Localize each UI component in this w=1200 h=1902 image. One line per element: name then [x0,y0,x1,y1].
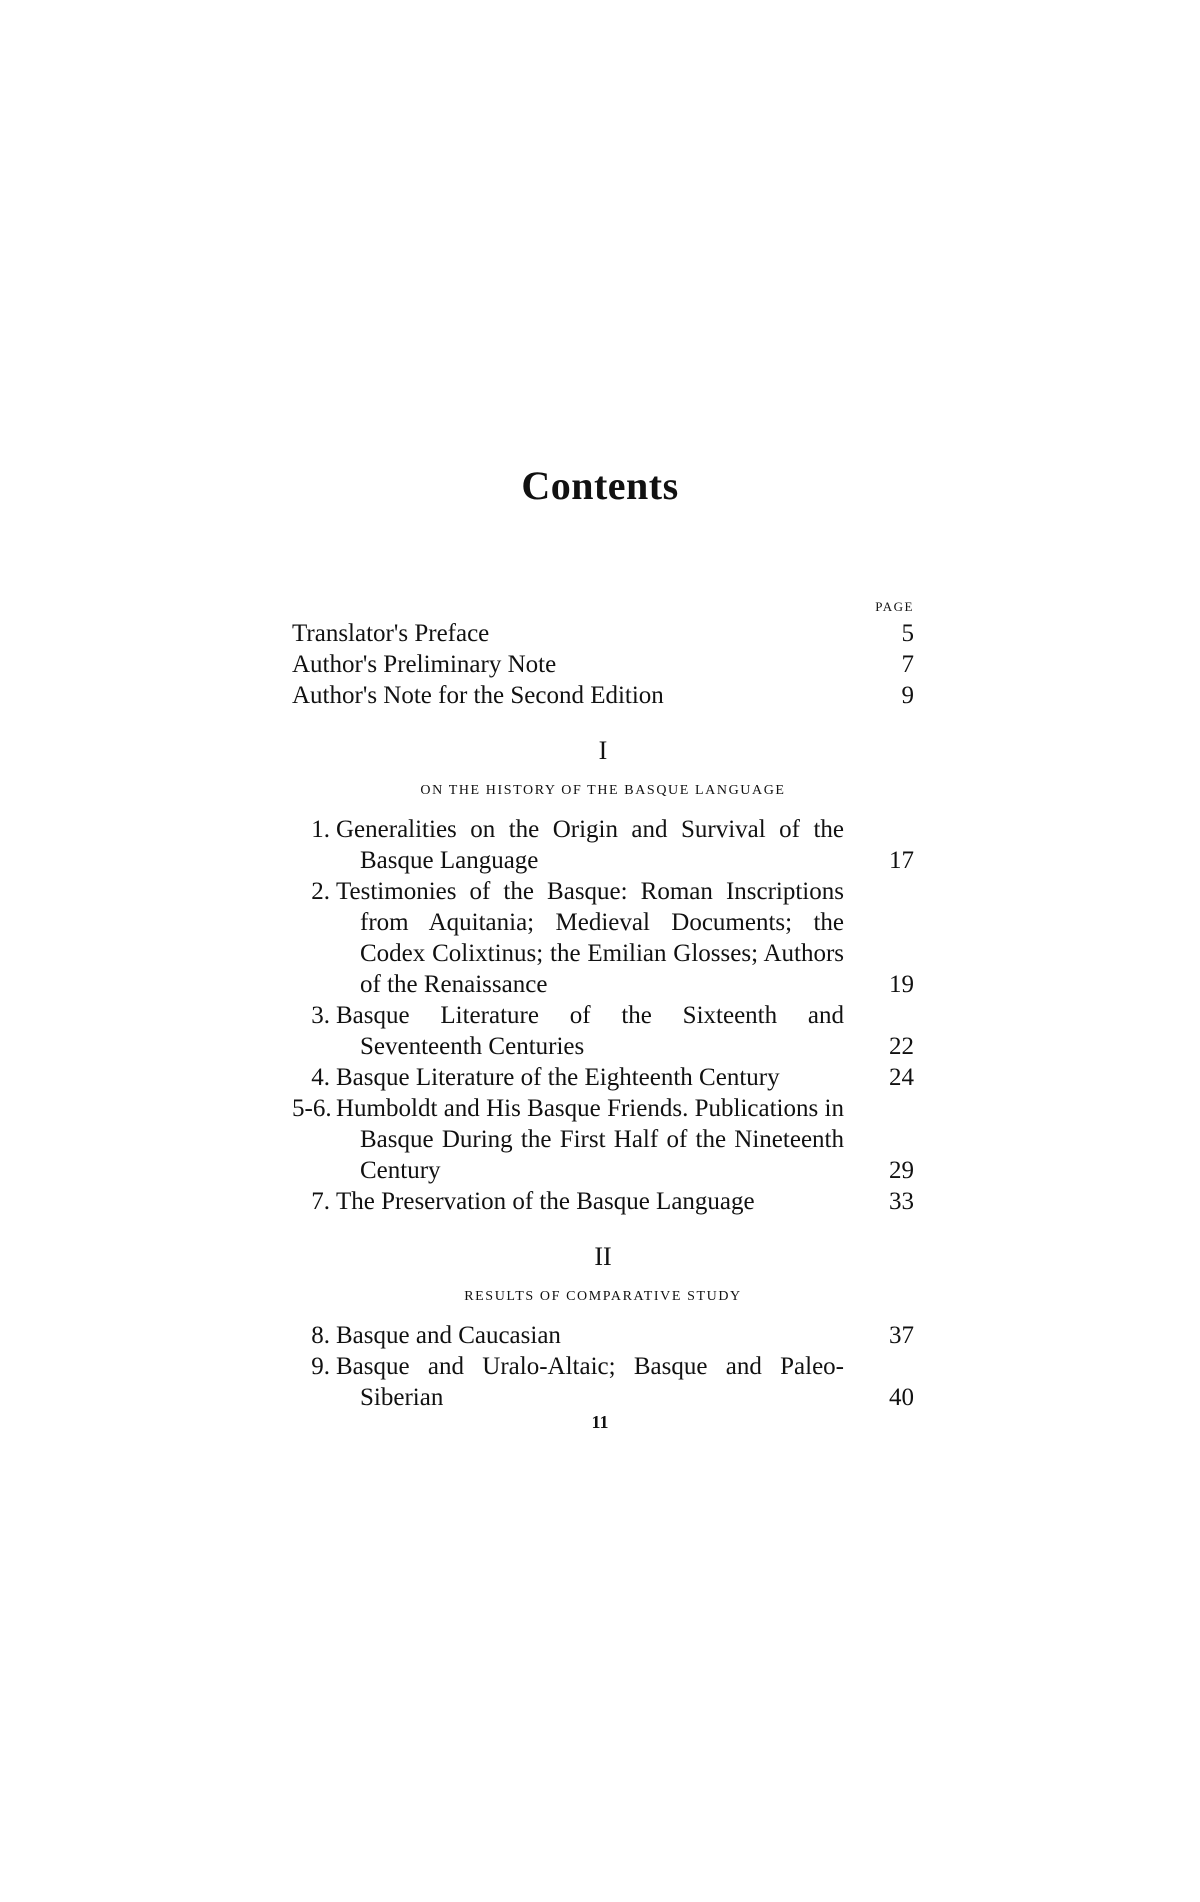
part-title: RESULTS OF COMPARATIVE STUDY [464,1289,742,1304]
entry-number: 3. [311,1002,330,1029]
entry-page-number: 7 [901,651,914,678]
entry-title: Generalities on the Origin and Survival of the Basque Language [336,816,844,874]
toc-entry[interactable] [292,1186,914,1217]
entry-page-number: 37 [889,1322,914,1349]
entry-number: 2. [311,878,330,905]
entry-page-number: 17 [889,847,914,874]
entry-title: Translator's Preface [292,620,490,647]
entry-page-number: 9 [901,682,914,709]
entry-page-number: 22 [889,1033,914,1060]
entry-page-number: 40 [889,1384,914,1411]
entry-page-number: 5 [901,620,914,647]
page-title: Contents [521,463,679,508]
entry-title: Author's Preliminary Note [292,651,557,678]
toc-entry-translators-preface[interactable] [292,618,914,649]
entry-page-number: 24 [889,1064,914,1091]
part-title: ON THE HISTORY OF THE BASQUE LANGUAGE [420,783,786,798]
entry-title: Basque and Caucasian [336,1322,561,1349]
page-column-header: PAGE [875,599,914,614]
entry-number: 8. [311,1322,330,1349]
entry-page-number: 33 [889,1188,914,1215]
entry-number: 1. [311,816,330,843]
part-numeral: II [594,1242,612,1271]
entry-title: Basque Literature of the Sixteenth and Seventeenth Centuries [336,1002,844,1060]
part-numeral: I [598,736,608,765]
entry-number: 5-6. [292,1095,332,1122]
entry-title: Basque Literature of the Eighteenth Century [336,1064,780,1091]
entry-page-number: 19 [889,971,914,998]
page-number: 11 [591,1412,609,1432]
entry-number: 4. [311,1064,330,1091]
entry-title: Humboldt and His Basque Friends. Publications in Basque During the First Half of the Nineteenth Century [336,1095,844,1184]
entry-page-number: 29 [889,1157,914,1184]
entry-title: Testimonies of the Basque: Roman Inscriptions from Aquitania; Medieval Documents; the Codex Colixtinus; the Emilian Glosses; Authors of the Renaissance [336,878,844,998]
toc-entry[interactable] [292,876,914,1000]
toc-entry[interactable] [292,1062,914,1093]
toc-entry[interactable] [292,814,914,876]
table-of-contents [292,598,914,1413]
toc-entry-authors-preliminary-note[interactable] [292,649,914,680]
entry-title: Author's Note for the Second Edition [292,682,664,709]
toc-entry[interactable] [292,1000,914,1062]
entry-number: 9. [311,1353,330,1380]
toc-entry[interactable] [292,1093,914,1186]
toc-entry-authors-note-second-edition[interactable] [292,680,914,711]
entry-number: 7. [311,1188,330,1215]
entry-title: Basque and Uralo-Altaic; Basque and Paleo-Siberian [336,1353,844,1411]
toc-entry[interactable] [292,1320,914,1351]
toc-entry[interactable] [292,1351,914,1413]
entry-title: The Preservation of the Basque Language [336,1188,755,1215]
